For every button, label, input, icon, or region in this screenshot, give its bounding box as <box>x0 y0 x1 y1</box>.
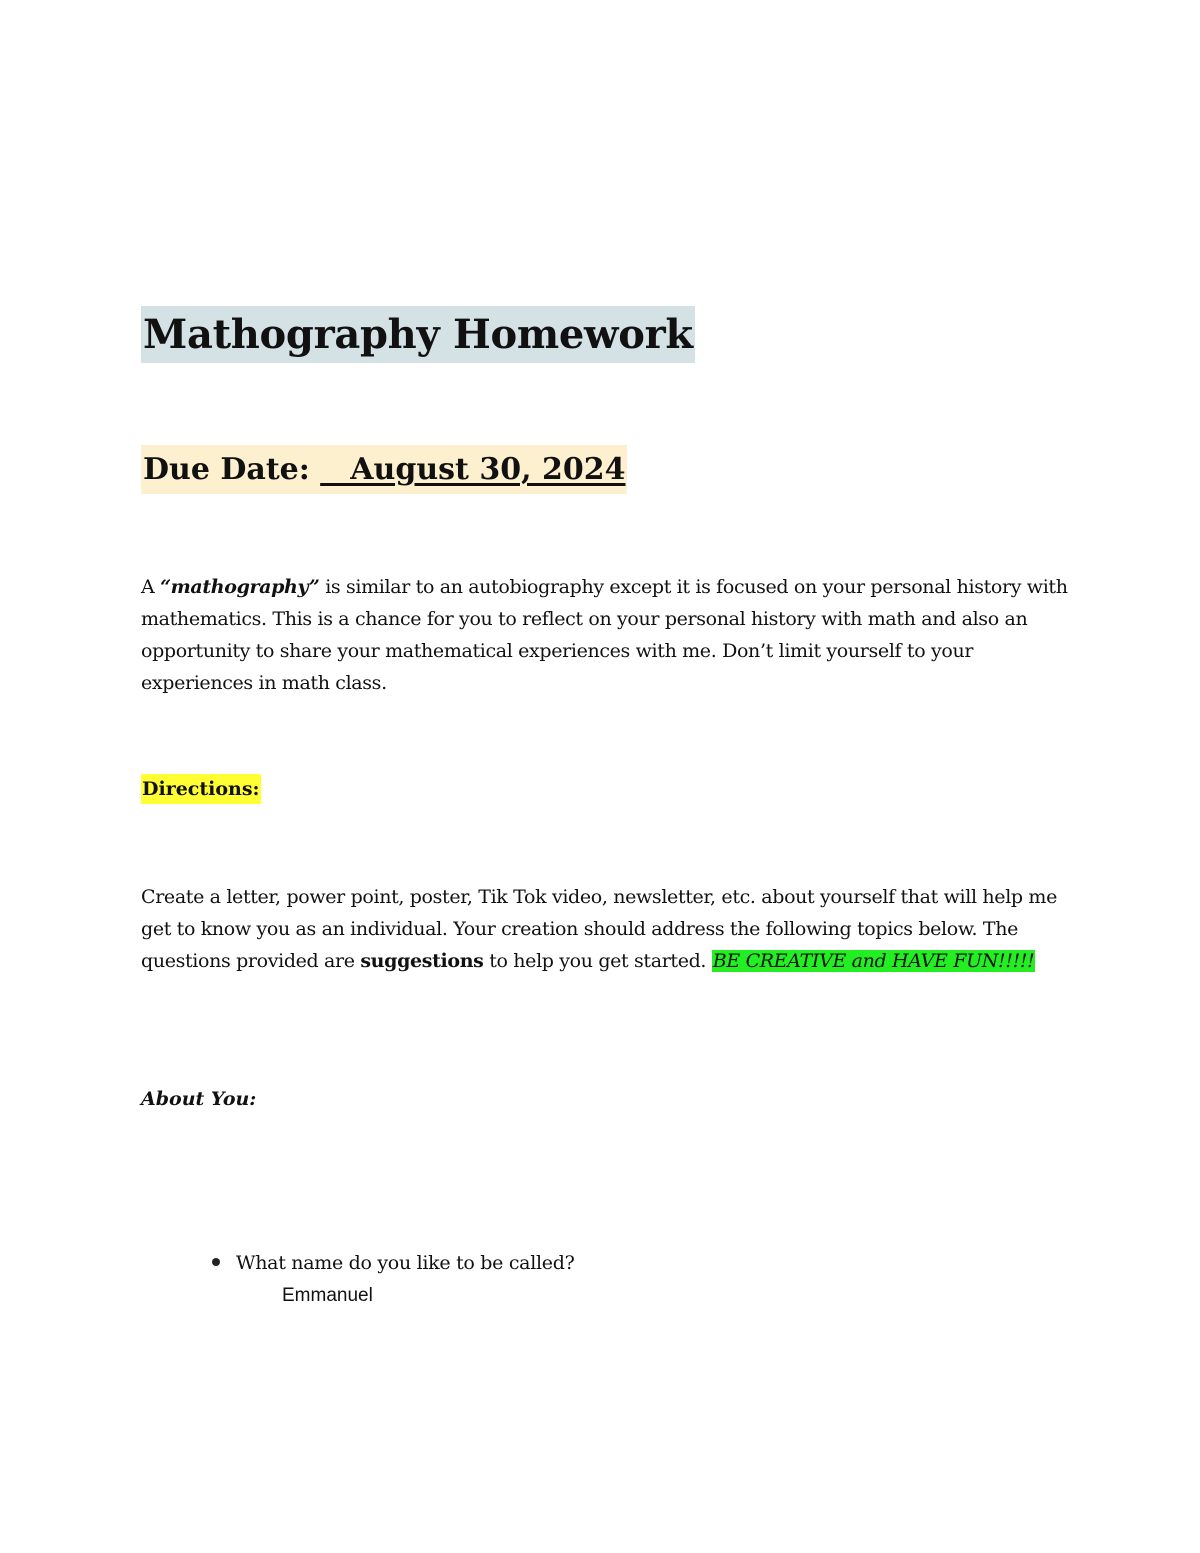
page-title: Mathography Homework <box>141 306 695 363</box>
about-heading: About You: <box>141 1088 257 1110</box>
directions-heading: Directions: <box>141 774 261 804</box>
due-date-line <box>141 445 627 494</box>
due-date-label: Due Date: <box>143 452 321 487</box>
intro-paragraph <box>141 571 1071 699</box>
answer-text: Emmanuel <box>282 1285 373 1306</box>
intro-text: is similar to an autobiography except it is focused on your personal history with mathematics. This is a chance for you to reflect on your personal history with math and also an opportunity to share your mathematical experiences with me. Don’t limit yourself to your experiences in math class. <box>141 576 1068 694</box>
question-text: What name do you like to be called? <box>236 1252 575 1274</box>
question-item <box>212 1248 574 1278</box>
intro-term: “mathography” <box>160 576 320 598</box>
intro-prefix: A <box>141 576 161 598</box>
directions-bold-word: suggestions <box>360 950 484 972</box>
directions-paragraph <box>141 881 1071 977</box>
directions-text-start: Create a letter, power point, poster, Tik Tok video, newsletter, etc. about yourself that will help me get to know you as an individual. Your creation should address the following topics below. The questions provided are <box>141 886 1057 972</box>
due-date-value: __August 30, 2024 <box>320 452 626 487</box>
bullet-icon <box>212 1258 220 1266</box>
directions-text-after: to help you get started. <box>483 950 712 972</box>
creative-highlight: BE CREATIVE and HAVE FUN!!!!! <box>712 950 1035 972</box>
